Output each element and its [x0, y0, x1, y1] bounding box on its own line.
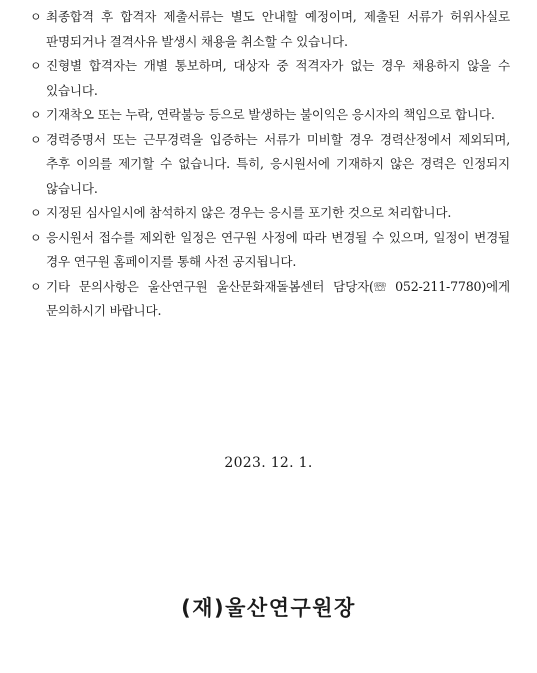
issuer-name: (재)울산연구원장 — [181, 596, 356, 620]
notice-text: 기타 문의사항은 울산연구원 울산문화재돌봄센터 담당자(☏ 052-211-7780)에게 문의하시기 바랍니다. — [46, 278, 510, 318]
notice-item-career-certificate — [30, 128, 510, 202]
bullet-icon: ㅇ — [30, 10, 42, 24]
notice-item-applicant-responsibility — [30, 103, 510, 128]
notice-item-individual-notification — [30, 54, 510, 103]
notice-item-absence — [30, 201, 510, 226]
notice-text: 기재착오 또는 누락, 연락불능 등으로 발생하는 불이익은 응시자의 책임으로 합니다. — [46, 107, 495, 122]
bullet-icon: ㅇ — [30, 132, 42, 147]
announcement-date: 2023. 12. 1. — [224, 455, 313, 471]
bullet-icon: ㅇ — [30, 230, 42, 245]
notice-text: 진형별 합격자는 개별 통보하며, 대상자 중 적격자가 없는 경우 채용하지 않을 수 있습니다. — [46, 58, 510, 98]
bullet-icon: ㅇ — [30, 108, 42, 122]
notice-text: 최종합격 후 합격자 제출서류는 별도 안내할 예정이며, 제출된 서류가 허위사실로 판명되거나 결격사유 발생시 채용을 취소할 수 있습니다. — [46, 9, 510, 49]
notice-text: 경력증명서 또는 근무경력을 입증하는 서류가 미비할 경우 경력산정에서 제외되며, 추후 이의를 제기할 수 없습니다. 특히, 응시원서에 기재하지 않은 경력은 인정되지 않습니다. — [46, 131, 510, 196]
notice-item-final-documents — [30, 5, 510, 54]
notice-list — [30, 5, 510, 324]
bullet-icon: ㅇ — [30, 206, 42, 220]
notice-text: 지정된 심사일시에 참석하지 않은 경우는 응시를 포기한 것으로 처리합니다. — [46, 205, 452, 220]
notice-item-schedule-change — [30, 226, 510, 275]
bullet-icon: ㅇ — [30, 279, 42, 294]
notice-item-contact — [30, 275, 510, 324]
bullet-icon: ㅇ — [30, 59, 42, 73]
notice-text: 응시원서 접수를 제외한 일정은 연구원 사정에 따라 변경될 수 있으며, 일정이 변경될 경우 연구원 홈페이지를 통해 사전 공지됩니다. — [46, 229, 510, 269]
